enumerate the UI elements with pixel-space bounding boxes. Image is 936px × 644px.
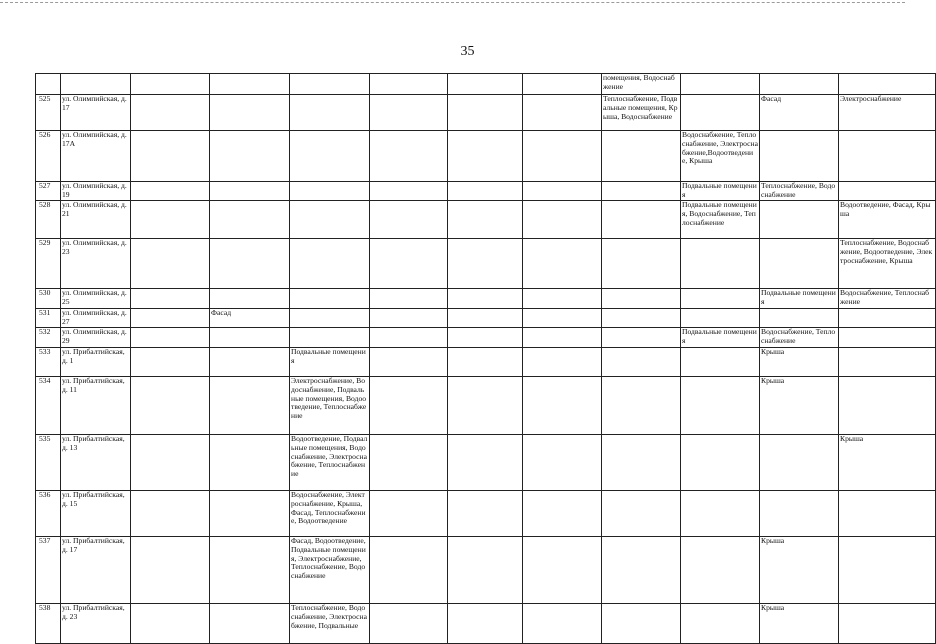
table-row bbox=[36, 537, 936, 604]
works-cell bbox=[839, 131, 936, 182]
works-cell bbox=[681, 377, 760, 435]
works-cell bbox=[523, 309, 602, 328]
address-cell: ул. Олимпийская, д. 25 bbox=[61, 289, 131, 309]
table-row bbox=[36, 328, 936, 348]
table-row bbox=[36, 604, 936, 644]
works-cell bbox=[602, 131, 681, 182]
works-cell bbox=[210, 537, 290, 604]
row-number-cell: 532 bbox=[36, 328, 61, 348]
works-cell bbox=[839, 309, 936, 328]
works-cell bbox=[131, 131, 210, 182]
works-cell bbox=[602, 348, 681, 377]
works-cell bbox=[448, 289, 523, 309]
works-cell bbox=[681, 95, 760, 131]
works-cell bbox=[210, 491, 290, 537]
works-cell bbox=[131, 74, 210, 95]
works-cell bbox=[602, 435, 681, 491]
repair-works-table bbox=[35, 73, 936, 644]
works-cell bbox=[290, 328, 370, 348]
works-cell bbox=[523, 491, 602, 537]
works-cell bbox=[290, 74, 370, 95]
address-cell: ул. Прибалтийская, д. 17 bbox=[61, 537, 131, 604]
works-cell: Водоотведение, Фасад, Крыша bbox=[839, 201, 936, 239]
works-cell bbox=[760, 131, 839, 182]
works-cell bbox=[448, 131, 523, 182]
works-cell bbox=[760, 74, 839, 95]
works-cell bbox=[839, 74, 936, 95]
works-cell bbox=[523, 328, 602, 348]
works-cell: Крыша bbox=[760, 604, 839, 644]
works-cell bbox=[131, 309, 210, 328]
works-cell bbox=[448, 537, 523, 604]
table-row bbox=[36, 182, 936, 201]
works-cell bbox=[131, 182, 210, 201]
works-cell bbox=[602, 537, 681, 604]
works-cell bbox=[370, 95, 448, 131]
table-body bbox=[36, 74, 936, 644]
address-cell: ул. Прибалтийская, д. 1 bbox=[61, 348, 131, 377]
works-cell bbox=[290, 131, 370, 182]
works-cell bbox=[370, 348, 448, 377]
works-cell: Подвальные помещения, Водоснабжение, Теплоснабжение bbox=[681, 201, 760, 239]
works-cell: Водоснабжение, Теплоснабжение bbox=[760, 328, 839, 348]
works-cell bbox=[523, 131, 602, 182]
works-cell bbox=[602, 377, 681, 435]
row-number-cell: 526 bbox=[36, 131, 61, 182]
address-cell: ул. Прибалтийская, д. 15 bbox=[61, 491, 131, 537]
works-cell bbox=[448, 377, 523, 435]
works-cell bbox=[210, 239, 290, 289]
works-cell bbox=[370, 435, 448, 491]
works-cell bbox=[681, 435, 760, 491]
works-cell bbox=[602, 309, 681, 328]
works-cell: Крыша bbox=[839, 435, 936, 491]
table-row bbox=[36, 131, 936, 182]
works-cell bbox=[760, 239, 839, 289]
row-number-cell: 535 bbox=[36, 435, 61, 491]
works-cell bbox=[290, 309, 370, 328]
works-cell bbox=[448, 348, 523, 377]
works-cell bbox=[523, 537, 602, 604]
address-cell: ул. Олимпийская, д. 23 bbox=[61, 239, 131, 289]
works-cell bbox=[602, 328, 681, 348]
row-number-cell: 531 bbox=[36, 309, 61, 328]
works-cell bbox=[602, 182, 681, 201]
works-cell bbox=[681, 74, 760, 95]
works-cell: помещения, Водоснабжение bbox=[602, 74, 681, 95]
row-number-cell: 525 bbox=[36, 95, 61, 131]
works-cell: Теплоснабжение, Водоснабжение, Водоотведение, Электроснабжение, Крыша bbox=[839, 239, 936, 289]
works-cell bbox=[448, 182, 523, 201]
works-cell bbox=[602, 239, 681, 289]
works-cell: Водоснабжение, Теплоснабжение bbox=[839, 289, 936, 309]
works-cell bbox=[131, 435, 210, 491]
works-cell bbox=[760, 201, 839, 239]
row-number-cell: 537 bbox=[36, 537, 61, 604]
works-cell bbox=[448, 74, 523, 95]
works-cell: Теплоснабжение, Водоснабжение, Электроснабжение, Подвальные bbox=[290, 604, 370, 644]
works-cell bbox=[210, 328, 290, 348]
works-cell bbox=[448, 95, 523, 131]
row-number-cell: 534 bbox=[36, 377, 61, 435]
row-number-cell: 538 bbox=[36, 604, 61, 644]
works-cell bbox=[131, 239, 210, 289]
table-row bbox=[36, 309, 936, 328]
table-row bbox=[36, 348, 936, 377]
works-cell: Водоотведение, Подвальные помещения, Водоснабжение, Электроснабжение, Теплоснабжение bbox=[290, 435, 370, 491]
works-cell bbox=[370, 604, 448, 644]
works-cell bbox=[210, 289, 290, 309]
works-cell bbox=[448, 435, 523, 491]
works-cell: Водоснабжение, Теплоснабжение, Электроснабжение,Водоотведение, Крыша bbox=[681, 131, 760, 182]
works-cell bbox=[602, 289, 681, 309]
works-cell bbox=[210, 348, 290, 377]
works-cell: Фасад bbox=[210, 309, 290, 328]
works-cell bbox=[523, 435, 602, 491]
table-row bbox=[36, 201, 936, 239]
works-cell: Крыша bbox=[760, 537, 839, 604]
address-cell: ул. Олимпийская, д. 27 bbox=[61, 309, 131, 328]
works-cell bbox=[760, 309, 839, 328]
table-row bbox=[36, 289, 936, 309]
works-cell: Теплоснабжение, Подвальные помещения, Крыша, Водоснабжение bbox=[602, 95, 681, 131]
works-cell bbox=[839, 604, 936, 644]
works-cell: Теплоснабжение, Водоснабжение bbox=[760, 182, 839, 201]
works-cell bbox=[290, 289, 370, 309]
works-cell bbox=[760, 491, 839, 537]
works-cell bbox=[370, 491, 448, 537]
works-cell bbox=[839, 377, 936, 435]
works-cell bbox=[839, 491, 936, 537]
address-cell: ул. Прибалтийская, д. 13 bbox=[61, 435, 131, 491]
works-cell: Электроснабжение bbox=[839, 95, 936, 131]
works-cell bbox=[523, 201, 602, 239]
works-cell bbox=[681, 604, 760, 644]
works-cell bbox=[602, 201, 681, 239]
works-cell bbox=[290, 239, 370, 289]
works-cell bbox=[370, 131, 448, 182]
works-cell: Подвальные помещения bbox=[681, 328, 760, 348]
works-cell bbox=[290, 182, 370, 201]
works-cell bbox=[681, 491, 760, 537]
works-cell bbox=[523, 74, 602, 95]
works-cell bbox=[681, 309, 760, 328]
works-cell bbox=[370, 289, 448, 309]
row-number-cell: 527 bbox=[36, 182, 61, 201]
works-cell bbox=[839, 537, 936, 604]
works-cell bbox=[210, 95, 290, 131]
address-cell: ул. Олимпийская, д. 29 bbox=[61, 328, 131, 348]
works-cell bbox=[131, 201, 210, 239]
address-cell bbox=[61, 74, 131, 95]
works-cell bbox=[290, 201, 370, 239]
works-cell: Крыша bbox=[760, 377, 839, 435]
works-cell bbox=[370, 239, 448, 289]
works-cell: Крыша bbox=[760, 348, 839, 377]
table-row bbox=[36, 95, 936, 131]
works-cell bbox=[210, 377, 290, 435]
works-cell bbox=[131, 377, 210, 435]
works-cell: Подвальные помещения bbox=[681, 182, 760, 201]
works-cell bbox=[523, 377, 602, 435]
works-cell bbox=[448, 491, 523, 537]
works-cell bbox=[370, 74, 448, 95]
works-cell bbox=[370, 537, 448, 604]
works-cell bbox=[448, 309, 523, 328]
works-cell: Подвальные помещения bbox=[760, 289, 839, 309]
works-cell bbox=[131, 289, 210, 309]
works-cell bbox=[131, 348, 210, 377]
works-cell bbox=[523, 348, 602, 377]
works-cell bbox=[448, 328, 523, 348]
scan-top-edge bbox=[0, 2, 905, 3]
works-cell: Фасад bbox=[760, 95, 839, 131]
works-cell bbox=[523, 289, 602, 309]
works-cell bbox=[131, 328, 210, 348]
works-cell bbox=[131, 537, 210, 604]
works-cell bbox=[370, 182, 448, 201]
works-cell bbox=[602, 604, 681, 644]
address-cell: ул. Олимпийская, д. 19 bbox=[61, 182, 131, 201]
works-cell bbox=[131, 95, 210, 131]
works-cell bbox=[681, 348, 760, 377]
works-cell bbox=[210, 604, 290, 644]
works-cell bbox=[760, 435, 839, 491]
works-cell bbox=[131, 491, 210, 537]
works-cell bbox=[839, 348, 936, 377]
address-cell: ул. Прибалтийская, д. 11 bbox=[61, 377, 131, 435]
works-cell bbox=[448, 239, 523, 289]
works-cell bbox=[523, 95, 602, 131]
works-cell bbox=[523, 239, 602, 289]
table-row bbox=[36, 377, 936, 435]
table-row bbox=[36, 435, 936, 491]
page-number: 35 bbox=[460, 44, 475, 59]
works-cell bbox=[681, 537, 760, 604]
row-number-cell bbox=[36, 74, 61, 95]
works-cell: Водоснабжение, Электроснабжение, Крыша, Фасад, Теплоснабжение, Водоотведение bbox=[290, 491, 370, 537]
row-number-cell: 536 bbox=[36, 491, 61, 537]
works-cell: Фасад, Водоотведение, Подвальные помещения, Электроснабжение, Теплоснабжение, Водоснабжение bbox=[290, 537, 370, 604]
works-cell bbox=[210, 131, 290, 182]
works-cell bbox=[210, 201, 290, 239]
works-cell bbox=[210, 74, 290, 95]
row-number-cell: 530 bbox=[36, 289, 61, 309]
works-cell bbox=[681, 289, 760, 309]
works-cell bbox=[681, 239, 760, 289]
works-cell bbox=[370, 309, 448, 328]
works-cell bbox=[290, 95, 370, 131]
row-number-cell: 529 bbox=[36, 239, 61, 289]
address-cell: ул. Олимпийская, д. 21 bbox=[61, 201, 131, 239]
table-row bbox=[36, 491, 936, 537]
address-cell: ул. Олимпийская, д. 17А bbox=[61, 131, 131, 182]
works-cell: Электроснабжение, Водоснабжение, Подвальные помещения, Водоотведение, Теплоснабжение bbox=[290, 377, 370, 435]
works-cell bbox=[523, 604, 602, 644]
address-cell: ул. Прибалтийская, д. 23 bbox=[61, 604, 131, 644]
works-cell bbox=[210, 182, 290, 201]
works-cell bbox=[370, 201, 448, 239]
works-cell bbox=[131, 604, 210, 644]
works-cell bbox=[839, 328, 936, 348]
table-row bbox=[36, 74, 936, 95]
works-cell bbox=[370, 328, 448, 348]
table-row bbox=[36, 239, 936, 289]
works-cell: Подвальные помещения bbox=[290, 348, 370, 377]
works-cell bbox=[448, 201, 523, 239]
works-cell bbox=[448, 604, 523, 644]
works-cell bbox=[370, 377, 448, 435]
works-cell bbox=[523, 182, 602, 201]
works-cell bbox=[839, 182, 936, 201]
row-number-cell: 533 bbox=[36, 348, 61, 377]
address-cell: ул. Олимпийская, д. 17 bbox=[61, 95, 131, 131]
row-number-cell: 528 bbox=[36, 201, 61, 239]
works-cell bbox=[210, 435, 290, 491]
works-cell bbox=[602, 491, 681, 537]
